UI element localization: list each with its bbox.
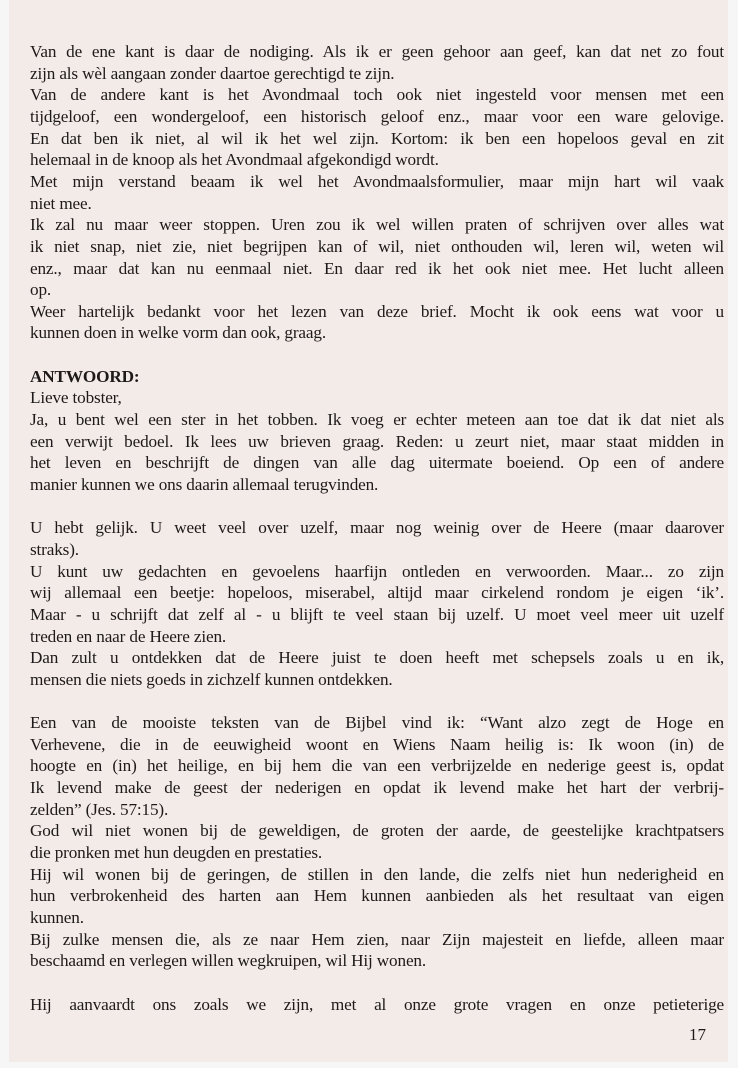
text-line: op. [30,280,52,300]
text-line: Ja, u bent wel een ster in het tobben. Ik voeg er echter meteen aan toe dat ik dat niet als [30,410,724,430]
text-line: Hij wil wonen bij de geringen, de stillen in den lande, die zelfs niet hun nederigheid en [30,864,724,884]
text-line: God wil niet wonen bij de geweldigen, de groten der aarde, de geestelijke krachtpatsers [30,821,724,841]
text-line: U hebt gelijk. U weet veel over uzelf, maar nog weinig over de Heere (maar daarover [30,518,724,538]
text-line: helemaal in de knoop als het Avondmaal afgekondigd wordt. [30,150,439,170]
text-line: Hij aanvaardt ons zoals we zijn, met al onze grote vragen en onze petieterige [30,994,724,1014]
text-line: Weer hartelijk bedankt voor het lezen van deze brief. Mocht ik ook eens wat voor u [30,301,724,321]
page-number: 17 [689,1025,706,1044]
text-line: wij allemaal een beetje: hopeloos, miserabel, altijd maar cirkelend rondom je eigen ‘ik’. [30,583,724,603]
text-line: Bij zulke mensen die, als ze naar Hem zien, naar Zijn majesteit en liefde, alleen maar [30,929,724,949]
text-line: zijn als wèl aangaan zonder daartoe gerechtigd te zijn. [30,63,395,83]
text-line: Met mijn verstand beaam ik wel het Avondmaalsformulier, maar mijn hart wil vaak [30,171,724,191]
text-line: het leven en beschrijft de dingen van alle dag uitermate boeiend. Op een of andere [30,453,724,473]
text-line: Maar - u schrijft dat zelf al - u blijft te veel staan bij uzelf. U moet veel meer uit uzelf [30,604,724,624]
text-line: manier kunnen we ons daarin allemaal terugvinden. [30,475,379,494]
text-line: die pronken met hun deugden en prestaties. [30,843,323,863]
text-line: treden en naar de Heere zien. [30,626,227,646]
text-line: straks). [30,539,79,559]
text-line: Lieve tobster, [30,388,122,408]
text-line: Een van de mooiste teksten van de Bijbel vind ik: “Want alzo zegt de Hoge en [30,713,724,733]
text-line: kunnen. [30,908,84,927]
text-line: Verhevene, die in de eeuwigheid woont en Wiens Naam heilig is: Ik woon (in) de [30,734,724,754]
text-line: enz., maar dat kan nu eenmaal niet. En daar red ik het ook niet mee. Het lucht alleen [30,258,724,278]
text-line: kunnen doen in welke vorm dan ook, graag. [30,323,326,343]
text-line: Van de ene kant is daar de nodiging. Als ik er geen gehoor aan geef, kan dat net zo fout [30,42,724,61]
document-page [9,0,728,1062]
text-line: hun verbrokenheid des harten aan Hem kunnen aanbieden als het resultaat van eigen [30,886,724,906]
text-line: beschaamd en verlegen willen wegkruipen, wil Hij wonen. [30,951,427,971]
text-line: mensen die niets goeds in zichzelf kunnen ontdekken. [30,669,393,689]
text-line: Ik zal nu maar weer stoppen. Uren zou ik wel willen praten of schrijven over alles wat [30,215,724,235]
text-line: een verwijt bedoel. Ik lees uw brieven graag. Reden: u zeurt niet, maar staat midden in [30,431,724,451]
text-line: ik niet snap, niet zie, niet begrijpen kan of wil, niet onthouden wil, leren wil, weten wil [30,236,724,256]
text-line: hoogte en (in) het heilige, en bij hem die van een verbrijzelde en nederige geest is, opdat [30,756,724,776]
text-line: Ik levend make de geest der nederigen en opdat ik levend make het hart der verbrij- [30,778,724,798]
text-line: zelden” (Jes. 57:15). [30,799,169,819]
section-heading: ANTWOORD: [30,366,140,386]
text-line: niet mee. [30,193,92,213]
text-line: Dan zult u ontdekken dat de Heere juist te doen heeft met schepsels zoals u en ik, [30,648,724,668]
text-line: En dat ben ik niet, al wil ik het wel zijn. Kortom: ik ben een hopeloos geval en zit [30,128,724,148]
text-line: tijdgeloof, een wondergeloof, een historisch geloof enz., maar voor een ware gelovige. [30,106,724,126]
text-line: U kunt uw gedachten en gevoelens haarfijn ontleden en verwoorden. Maar... zo zijn [30,561,724,581]
text-line: Van de andere kant is het Avondmaal toch ook niet ingesteld voor mensen met een [30,85,724,105]
